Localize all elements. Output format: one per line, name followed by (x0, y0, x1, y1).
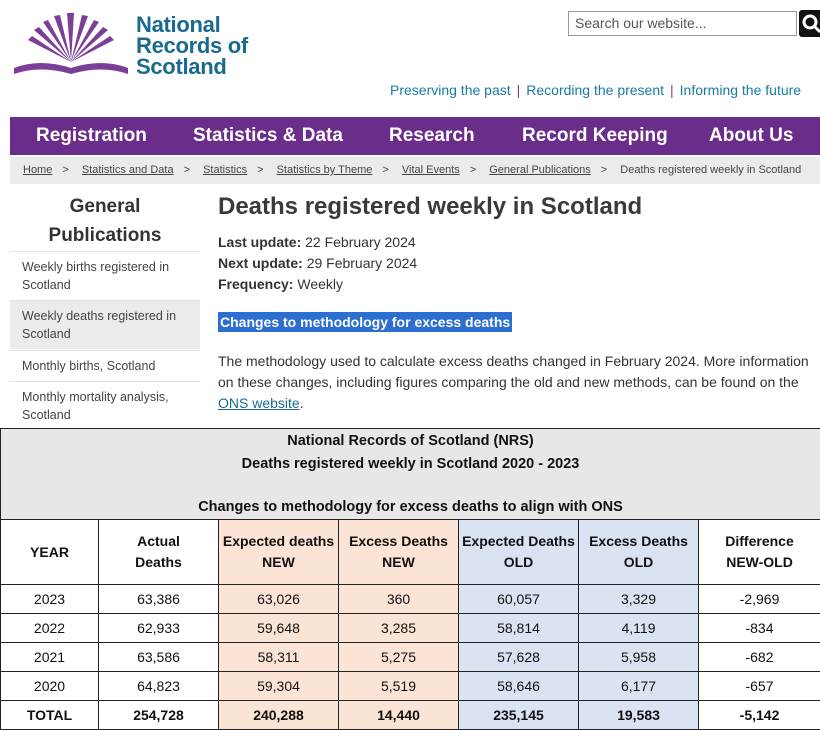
breadcrumb-statistics-by-theme[interactable]: Statistics by Theme (277, 164, 373, 176)
next-update: Next update: 29 February 2024 (218, 255, 417, 271)
nav-research[interactable]: Research (389, 117, 475, 155)
cell: 63,026 (219, 585, 339, 614)
table-total-row (1, 701, 820, 730)
col-header-actual: Actual Deaths (99, 520, 219, 585)
cell: 2020 (1, 672, 99, 701)
cell: 64,823 (99, 672, 219, 701)
cell: -2,969 (699, 585, 820, 614)
ons-website-link[interactable]: ONS website (218, 395, 300, 411)
cell: 3,329 (579, 585, 699, 614)
methodology-paragraph: The methodology used to calculate excess deaths changed in February 2024. More information on these changes, including figures comparing the old and new methods, can be found on the ONS website. (218, 351, 818, 414)
cell: 59,648 (219, 614, 339, 643)
cell: 235,145 (459, 701, 579, 730)
cell: 3,285 (339, 614, 459, 643)
cell: 360 (339, 585, 459, 614)
col-header-expected-old: Expected Deaths OLD (459, 520, 579, 585)
breadcrumb-current: Deaths registered weekly in Scotland (620, 164, 801, 176)
logo-wordmark: National Records of Scotland (136, 14, 248, 77)
cell: 19,583 (579, 701, 699, 730)
cell: 2023 (1, 585, 99, 614)
nrs-logo[interactable] (10, 10, 250, 80)
breadcrumb-home[interactable]: Home (23, 164, 52, 176)
col-header-excess-new: Excess Deaths NEW (339, 520, 459, 585)
cell: 6,177 (579, 672, 699, 701)
cell: 58,646 (459, 672, 579, 701)
page-title: Deaths registered weekly in Scotland (218, 193, 642, 221)
sidebar-item-monthly-births[interactable]: Monthly births, Scotland (10, 350, 200, 380)
table-row (1, 585, 820, 614)
sidebar-item-monthly-mortality[interactable]: Monthly mortality analysis, Scotland (10, 381, 200, 428)
excess-deaths-table (0, 428, 820, 730)
frequency: Frequency: Weekly (218, 276, 343, 292)
sidebar-title: General Publications (10, 192, 200, 250)
cell: 240,288 (219, 701, 339, 730)
nav-record-keeping[interactable]: Record Keeping (522, 117, 668, 155)
tagline: Preserving the past | Recording the present | Informing the future (390, 82, 801, 98)
cell: 62,933 (99, 614, 219, 643)
cell: -834 (699, 614, 820, 643)
breadcrumb-general-publications[interactable]: General Publications (489, 164, 591, 176)
main-nav (10, 117, 820, 155)
last-update: Last update: 22 February 2024 (218, 234, 416, 250)
cell: 60,057 (459, 585, 579, 614)
cell: 5,275 (339, 643, 459, 672)
cell: 58,311 (219, 643, 339, 672)
cell: 14,440 (339, 701, 459, 730)
table-row (1, 614, 820, 643)
sidebar-item-weekly-births[interactable]: Weekly births registered in Scotland (10, 251, 200, 299)
methodology-heading: Changes to methodology for excess deaths (218, 312, 512, 332)
cell: 59,304 (219, 672, 339, 701)
cell: -682 (699, 643, 820, 672)
nav-about-us[interactable]: About Us (709, 117, 793, 155)
cell: 5,519 (339, 672, 459, 701)
cell: -5,142 (699, 701, 820, 730)
cell: 4,119 (579, 614, 699, 643)
table-caption: National Records of Scotland (NRS) Deaths registered weekly in Scotland 2020 - 2023 Changes to methodology for excess deaths to align with ONS (1, 429, 820, 520)
col-header-expected-new: Expected deaths NEW (219, 520, 339, 585)
table-row (1, 672, 820, 701)
col-header-difference: Difference NEW-OLD (699, 520, 820, 585)
cell: 57,628 (459, 643, 579, 672)
breadcrumb-statistics-and-data[interactable]: Statistics and Data (82, 164, 174, 176)
cell: 63,386 (99, 585, 219, 614)
book-fan-logo-icon (10, 10, 132, 80)
breadcrumb-statistics[interactable]: Statistics (203, 164, 247, 176)
cell: -657 (699, 672, 820, 701)
cell: 2021 (1, 643, 99, 672)
cell: 5,958 (579, 643, 699, 672)
breadcrumb-vital-events[interactable]: Vital Events (402, 164, 460, 176)
search-input[interactable]: Search our website... (568, 11, 797, 36)
nav-statistics-data[interactable]: Statistics & Data (193, 117, 343, 155)
col-header-excess-old: Excess Deaths OLD (579, 520, 699, 585)
cell: TOTAL (1, 701, 99, 730)
cell: 254,728 (99, 701, 219, 730)
search-button[interactable] (799, 10, 820, 37)
search-icon (802, 14, 820, 34)
cell: 58,814 (459, 614, 579, 643)
table-row (1, 643, 820, 672)
cell: 2022 (1, 614, 99, 643)
col-header-year: YEAR (1, 520, 99, 585)
table-header-row (1, 520, 820, 585)
cell: 63,586 (99, 643, 219, 672)
nav-registration[interactable]: Registration (36, 117, 147, 155)
breadcrumb: Home > Statistics and Data > Statistics > Statistics by Theme > Vital Events > General Publications > Deaths registered weekly in Scotland (10, 157, 820, 184)
sidebar-item-weekly-deaths[interactable]: Weekly deaths registered in Scotland (10, 300, 200, 349)
